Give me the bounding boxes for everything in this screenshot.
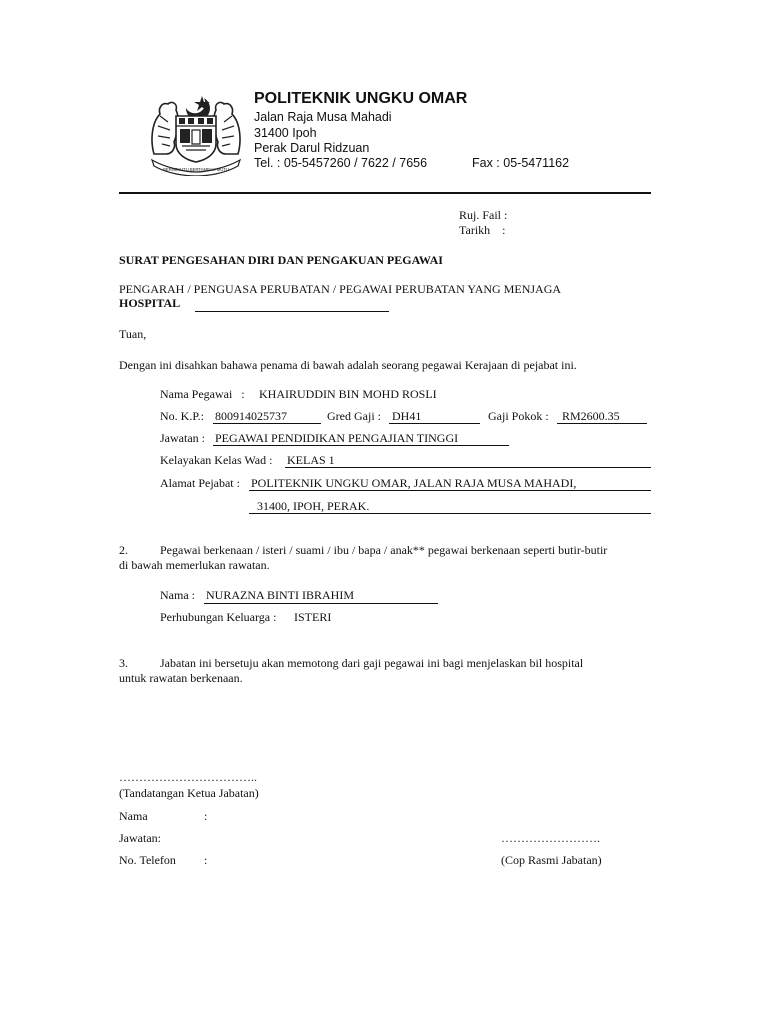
letter-title: SURAT PENGESAHAN DIRI DAN PENGAKUAN PEGAWAI xyxy=(119,253,443,267)
alamat-pejabat-value-2: 31400, IPOH, PERAK. xyxy=(257,499,370,513)
para-2-text-first-line: Pegawai berkenaan / isteri / suami / ibu / bapa / anak** pegawai berkenaan seperti butir-butir xyxy=(160,543,608,557)
para-3-text-second-line: untuk rawatan berkenaan. xyxy=(119,671,243,685)
alamat-pejabat-value-1: POLITEKNIK UNGKU OMAR, JALAN RAJA MUSA MAHADI, xyxy=(251,476,577,490)
signatory-telefon-colon: : xyxy=(204,853,208,867)
alamat-underline-2 xyxy=(249,513,651,514)
alamat-underline-1 xyxy=(249,490,651,491)
gaji-pokok-label: Gaji Pokok : xyxy=(488,409,549,423)
para-3-text-first-line: Jabatan ini bersetuju akan memotong dari gaji pegawai ini bagi menjelaskan bil hospital xyxy=(160,656,584,670)
signatory-telefon-label: No. Telefon xyxy=(119,853,176,867)
kelas-underline xyxy=(285,467,651,468)
officer-name-value: KHAIRUDDIN BIN MOHD ROSLI xyxy=(259,387,437,401)
signature-dots: …………………………….. xyxy=(119,770,257,784)
address-line-3: Perak Darul Ridzuan xyxy=(254,141,370,155)
kp-value: 800914025737 xyxy=(215,409,287,423)
intro-paragraph: Dengan ini disahkan bahawa penama di bawah adalah seorang pegawai Kerajaan di pejabat ini. xyxy=(119,358,577,372)
institution-name: POLITEKNIK UNGKU OMAR xyxy=(254,90,468,107)
gaji-pokok-value: RM2600.35 xyxy=(562,409,620,423)
ruj-fail-label: Ruj. Fail : xyxy=(459,208,508,222)
tarikh-label: Tarikh : xyxy=(459,223,506,237)
recipient-line-1: PENGARAH / PENGUASA PERUBATAN / PEGAWAI PERUBATAN YANG MENJAGA xyxy=(119,282,562,296)
alamat-pejabat-label: Alamat Pejabat : xyxy=(160,476,240,490)
gaji-underline xyxy=(557,423,647,424)
signatory-name-colon: : xyxy=(204,809,208,823)
crest-motto: BERSEKUTU BERTAMBAH MUTU xyxy=(163,167,229,172)
salutation: Tuan, xyxy=(119,327,147,341)
coat-of-arms-crest xyxy=(146,92,246,176)
stamp-caption: (Cop Rasmi Jabatan) xyxy=(501,853,602,867)
officer-name-label: Nama Pegawai : xyxy=(160,387,245,401)
patient-name-underline xyxy=(204,603,438,604)
jawatan-label: Jawatan : xyxy=(160,431,205,445)
signatory-jawatan-label: Jawatan: xyxy=(119,831,161,845)
kelas-wad-value: KELAS 1 xyxy=(287,453,335,467)
signatory-name-label: Nama xyxy=(119,809,148,823)
gred-gaji-label: Gred Gaji : xyxy=(327,409,381,423)
telephone: Tel. : 05-5457260 / 7622 / 7656 xyxy=(254,156,428,170)
para-2-number: 2. xyxy=(119,543,128,557)
recipient-hospital-label: HOSPITAL xyxy=(119,296,181,310)
hubungan-label: Perhubungan Keluarga : xyxy=(160,610,277,624)
header-divider xyxy=(119,192,651,194)
stamp-dots: ……………………. xyxy=(501,831,600,845)
jawatan-underline xyxy=(213,445,509,446)
kp-underline xyxy=(213,423,321,424)
patient-name-value: NURAZNA BINTI IBRAHIM xyxy=(206,588,354,602)
hospital-blank-line xyxy=(195,311,389,312)
patient-name-label: Nama : xyxy=(160,588,195,602)
kelas-wad-label: Kelayakan Kelas Wad : xyxy=(160,453,273,467)
hubungan-value: ISTERI xyxy=(294,610,332,624)
address-line-1: Jalan Raja Musa Mahadi xyxy=(254,110,392,124)
signature-caption: (Tandatangan Ketua Jabatan) xyxy=(119,786,259,800)
gred-underline xyxy=(389,423,480,424)
kp-label: No. K.P.: xyxy=(160,409,205,423)
jawatan-value: PEGAWAI PENDIDIKAN PENGAJIAN TINGGI xyxy=(215,431,459,445)
gred-gaji-value: DH41 xyxy=(392,409,422,423)
fax: Fax : 05-5471162 xyxy=(472,156,570,170)
address-line-2: 31400 Ipoh xyxy=(254,126,317,140)
para-3-number: 3. xyxy=(119,656,128,670)
para-2-text-second-line: di bawah memerlukan rawatan. xyxy=(119,558,270,572)
